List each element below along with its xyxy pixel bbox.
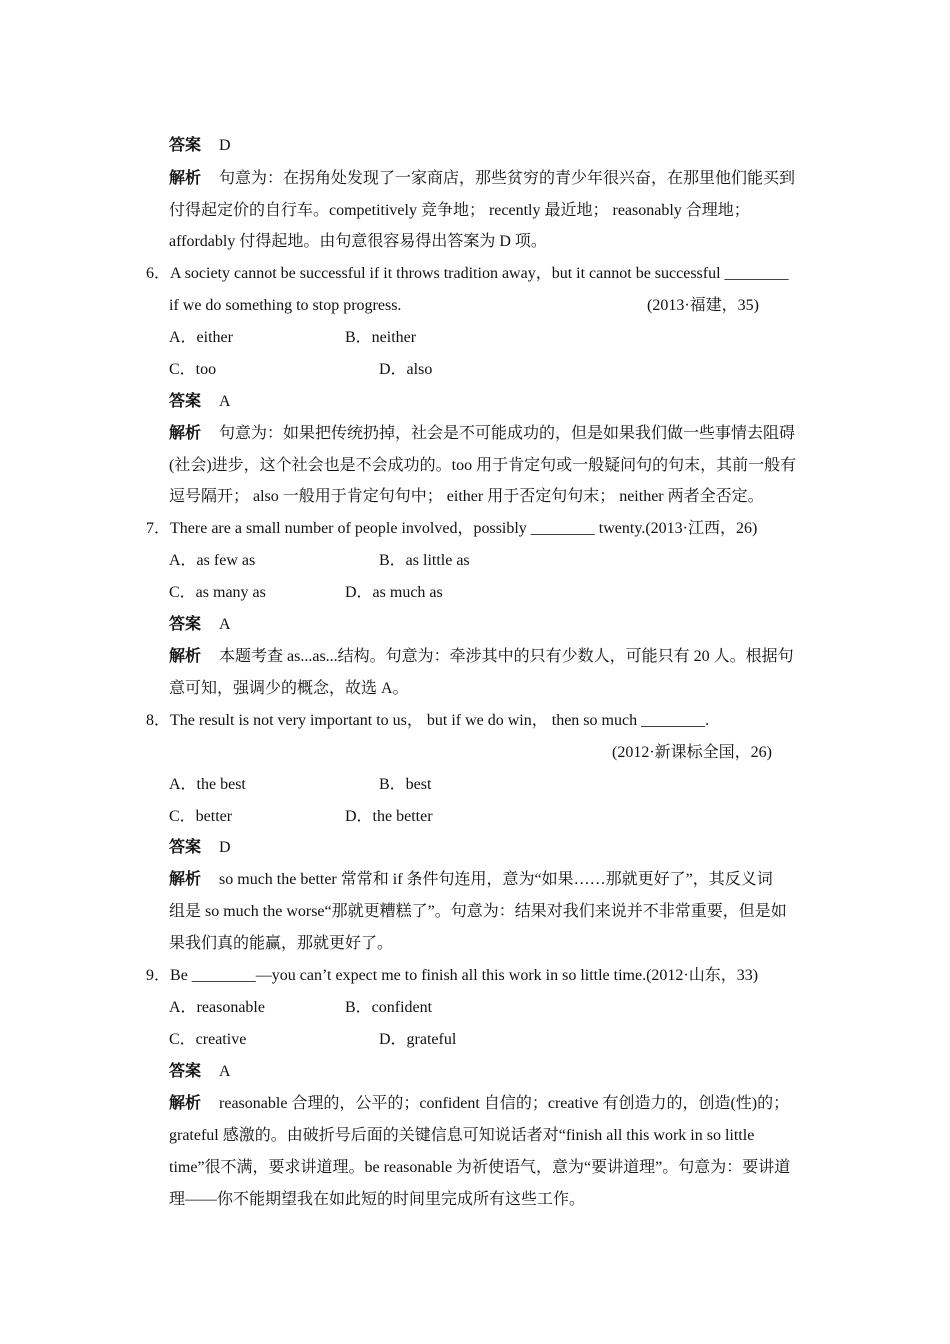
q9-answer: 答案 A: [169, 1063, 231, 1080]
q9-analysis-line: grateful 感激的。由破折号后面的关键信息可知说话者对“finish all this work in so little: [169, 1127, 755, 1144]
q6-option-b: B．neither: [345, 329, 417, 346]
q9-analysis-line: 理——你不能期望我在如此短的时间里完成所有这些工作。: [169, 1191, 586, 1208]
q5-answer: 答案 D: [169, 137, 231, 154]
q6-source: (2013·福建，35): [647, 297, 759, 314]
q5-analysis-line: affordably 付得起地。由句意很容易得出答案为 D 项。: [169, 233, 547, 250]
q8-source: (2012·新课标全国，26): [612, 744, 772, 761]
q8-option-b: B．best: [379, 776, 432, 793]
q9-stem: 9．Be ________—you can’t expect me to finish all this work in so little time.(2012·山东，33): [146, 967, 759, 984]
q6-stem: 6．A society cannot be successful if it throws tradition away，but it cannot be successful ________: [146, 265, 789, 282]
q6-analysis-line: (社会)进步，这个社会也是不会成功的。too 用于肯定句或一般疑问句的句末，其前一般有: [169, 457, 797, 474]
q8-option-c: C．better: [169, 808, 233, 825]
q8-option-d: D．the better: [345, 808, 433, 825]
q8-analysis-line: 解析 so much the better 常常和 if 条件句连用，意为“如果……那就更好了”，其反义词: [169, 871, 773, 888]
q9-option-a: A．reasonable: [169, 999, 265, 1016]
q7-answer: 答案 A: [169, 616, 231, 633]
q9-option-c: C．creative: [169, 1031, 247, 1048]
q9-option-d: D．grateful: [379, 1031, 457, 1048]
q6-option-d: D．also: [379, 361, 433, 378]
q8-answer: 答案 D: [169, 839, 231, 856]
q7-option-d: D．as much as: [345, 584, 443, 601]
q6-analysis-line: 解析 句意为：如果把传统扔掉，社会是不可能成功的，但是如果我们做一些事情去阻碍: [169, 425, 796, 442]
q7-option-b: B．as little as: [379, 552, 470, 569]
q6-option-c: C．too: [169, 361, 217, 378]
q9-analysis-line: 解析 reasonable 合理的，公平的；confident 自信的；creative 有创造力的，创造(性)的；: [169, 1095, 790, 1112]
q7-stem: 7．There are a small number of people involved，possibly ________ twenty.(2013·江西，26): [146, 520, 758, 537]
q8-analysis-line: 组是 so much the worse“那就更糟糕了”。句意为：结果对我们来说并不非常重要，但是如: [169, 903, 787, 920]
q7-analysis-line: 解析 本题考查 as...as...结构。句意为：牵涉其中的只有少数人，可能只有 20 人。根据句: [169, 648, 794, 665]
q9-option-b: B．confident: [345, 999, 433, 1016]
q6-answer: 答案 A: [169, 393, 231, 410]
q6-analysis-line: 逗号隔开； also 一般用于肯定句句中； either 用于否定句句末； neither 两者全否定。: [169, 488, 764, 505]
q8-analysis-line: 果我们真的能赢，那就更好了。: [169, 935, 394, 952]
q7-option-a: A．as few as: [169, 552, 256, 569]
q8-stem: 8．The result is not very important to us， but if we do win， then so much ________.: [146, 712, 710, 729]
q9-analysis-line: time”很不满，要求讲道理。be reasonable 为祈使语气，意为“要讲道理”。句意为：要讲道: [169, 1159, 791, 1176]
q7-option-c: C．as many as: [169, 584, 266, 601]
q6-option-a: A．either: [169, 329, 233, 346]
q5-analysis-line: 付得起定价的自行车。competitively 竞争地； recently 最近地； reasonably 合理地；: [169, 202, 750, 219]
q8-option-a: A．the best: [169, 776, 246, 793]
q7-analysis-line: 意可知，强调少的概念，故选 A。: [169, 680, 409, 697]
q6-stem-cont: if we do something to stop progress.: [169, 297, 402, 314]
q5-analysis-line: 解析 句意为：在拐角处发现了一家商店，那些贫穷的青少年很兴奋，在那里他们能买到: [169, 170, 796, 187]
